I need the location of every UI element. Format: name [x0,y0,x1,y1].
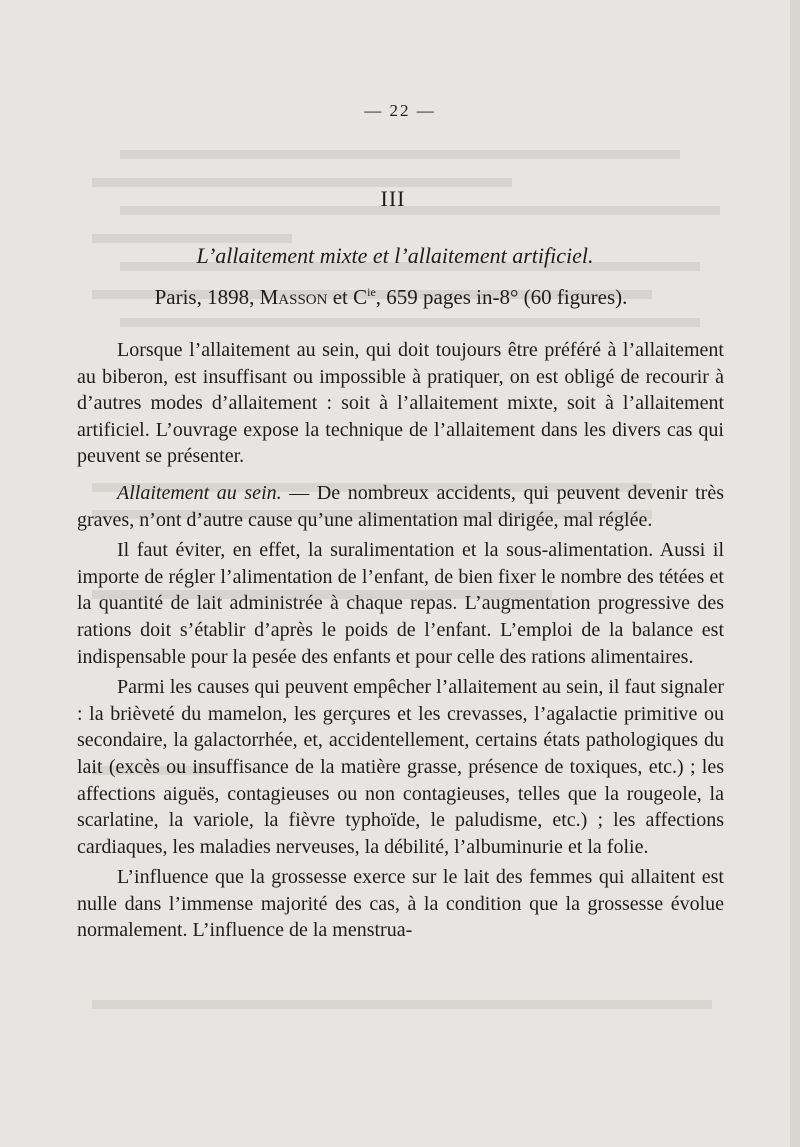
paragraph-allaitement-au-sein [77,480,724,533]
paragraph-causes: Parmi les causes qui peuvent empêcher l’allaitement au sein, il faut signaler : la brièveté du mamelon, les gerçures et les crevasses, l’agalactie primitive ou secondaire, la galactorrhée, et, accidentellement, certains états pathologiques du lait (excès ou insuffisance de la matière grasse, présence de toxiques, etc.) ; les affections aiguës, contagieuses ou non contagieuses, telles que la rougeole, la scarlatine, la variole, la fièvre typhoïde, le paludisme, etc.) ; les affections cardiaques, les maladies nerveuses, la débilité, l’albuminurie et la folie. [77,676,724,858]
publication-place-year: Paris, 1898, [154,285,255,309]
page-number: — 22 — [364,101,436,120]
body-text [77,337,724,944]
paragraph-lead-rest: — De nombreux accidents, qui peuvent devenir très graves, n’ont d’autre cause qu’une alimentation mal dirigée, mal réglée. [77,481,724,531]
publisher-suffix: et C [332,285,368,309]
publication-details: , 659 pages in-8° (60 figures). [375,285,628,309]
paragraph-grossesse: L’influence que la grossesse exerce sur le lait des femmes qui allaitent est nulle dans l’immense majorité des cas, à la condition que la grossesse évolue normalement. L’influence de la menstrua- [77,866,724,942]
page-edge-shadow [790,0,800,1147]
paragraph-lead-italic: Allaitement au sein. [117,481,282,504]
publisher-name: Masson [259,285,328,309]
publisher-superscript: ie [367,285,376,299]
paragraph-intro: Lorsque l’allaitement au sein, qui doit toujours être préféré à l’allaitement au biberon, est insuffisant ou impossible à pratiquer, on est obligé de recourir à d’autres modes d’allaitement : soit à l’allaitement mixte, soit à l’allaitement artificiel. L’ouvrage expose la technique de l’allaitement dans les divers cas qui peuvent se présenter. [77,339,724,468]
book-title: L’allaitement mixte et l’allaitement artificiel. [196,243,594,268]
paragraph-suralimentation: Il faut éviter, en effet, la suralimentation et la sous-alimentation. Aussi il importe de régler l’alimentation de l’enfant, de bien fixer le nombre des tétées et la quantité de lait administrée à chaque repas. L’augmentation progressive des rations doit s’établir d’après le poids de l’enfant. L’emploi de la balance est indispensable pour la pesée des enfants et pour celle des rations alimentaires. [77,539,724,668]
section-number: III [380,186,406,211]
publication-info [0,285,782,310]
